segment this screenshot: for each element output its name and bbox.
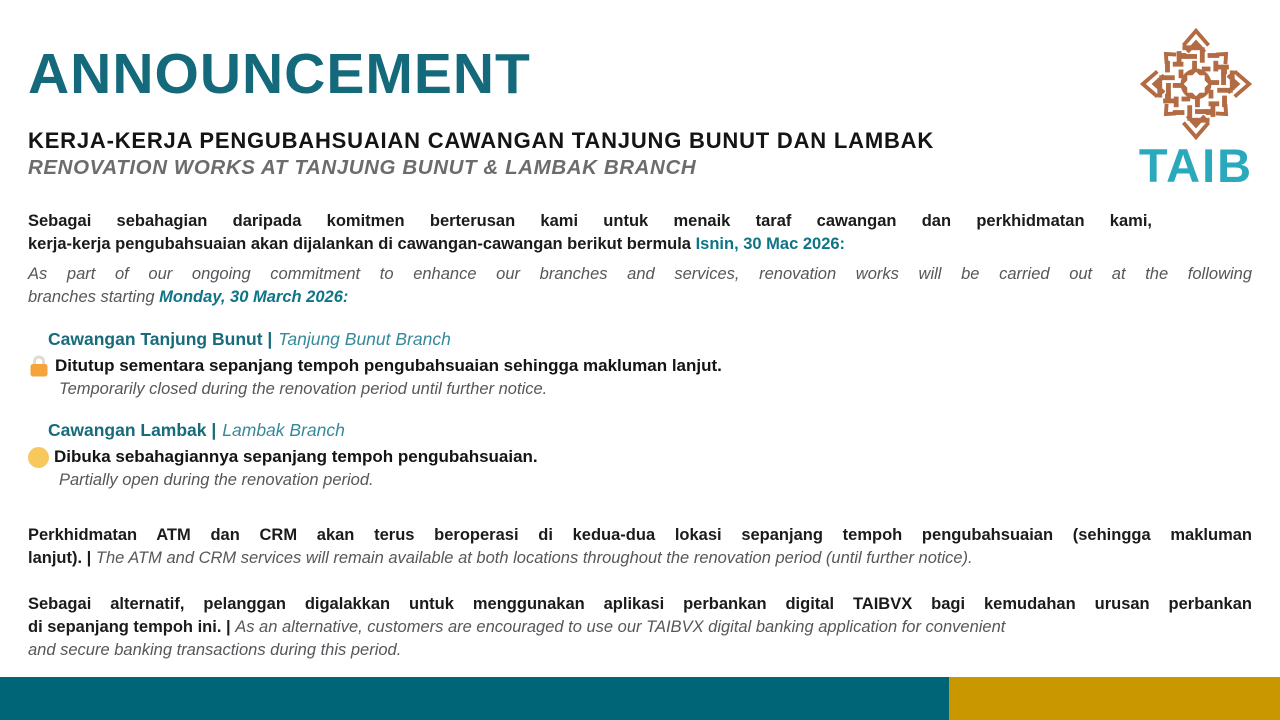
intro-paragraph-english bbox=[28, 263, 1252, 309]
alt-note-line1: Sebagai alternatif, pelanggan digalakkan untuk menggunakan aplikasi perbankan digital TAIBVX bagi kemudahan urusan perbankan bbox=[28, 595, 1252, 613]
branch-status-line bbox=[28, 354, 1252, 378]
start-date-malay: Isnin, 30 Mac 2026: bbox=[695, 235, 846, 253]
intro-ms-line1: Sebagai sebahagian daripada komitmen berterusan kami untuk menaik taraf cawangan dan perkhidmatan kami, bbox=[28, 212, 1152, 230]
branch-section-tanjung-bunut bbox=[28, 328, 1252, 400]
intro-en-line1: As part of our ongoing commitment to enhance our branches and services, renovation works will be carried out at the following bbox=[28, 265, 1252, 283]
atm-note-paragraph bbox=[28, 524, 1252, 570]
intro-ms-line2: kerja-kerja pengubahsuaian akan dijalankan di cawangan-cawangan berikut bermula Isnin, 30 Mac 2026: bbox=[28, 235, 846, 253]
intro-paragraph-malay bbox=[28, 210, 1252, 256]
branch-status-line bbox=[28, 445, 1252, 469]
taib-logo bbox=[1134, 26, 1258, 192]
lock-icon bbox=[28, 354, 50, 378]
intro-en-line2: branches starting Monday, 30 March 2026: bbox=[28, 288, 349, 306]
atm-note-line2: lanjut). | The ATM and CRM services will remain available at both locations throughout the renovation period (until further notice). bbox=[28, 549, 973, 567]
heading-malay: KERJA-KERJA PENGUBAHSUAIAN CAWANGAN TANJUNG BUNUT DAN LAMBAK bbox=[28, 128, 935, 153]
partial-open-icon bbox=[28, 447, 49, 468]
taib-wordmark: TAIB bbox=[1138, 139, 1254, 192]
status-text-malay: Dibuka sebahagiannya sepanjang tempoh pengubahsuaian. bbox=[54, 447, 538, 466]
taib-emblem-icon bbox=[1137, 26, 1255, 142]
branch-section-lambak bbox=[28, 419, 1252, 491]
branch-title: Cawangan Lambak | Lambak Branch bbox=[48, 420, 345, 440]
start-date-english: Monday, 30 March 2026: bbox=[159, 288, 349, 306]
alt-note-line3: and secure banking transactions during this period. bbox=[28, 641, 402, 659]
digital-banking-note-paragraph bbox=[28, 593, 1252, 662]
status-text-english: Temporarily closed during the renovation period until further notice. bbox=[59, 380, 548, 398]
status-text-english: Partially open during the renovation period. bbox=[59, 471, 374, 489]
page-title: ANNOUNCEMENT bbox=[28, 42, 531, 106]
heading-english: RENOVATION WORKS AT TANJUNG BUNUT & LAMBAK BRANCH bbox=[28, 156, 697, 179]
alt-note-line2: di sepanjang tempoh ini. | As an alternative, customers are encouraged to use our TAIBVX digital banking application for convenient bbox=[28, 618, 1006, 636]
branch-title: Cawangan Tanjung Bunut | Tanjung Bunut Branch bbox=[48, 329, 451, 349]
footer-gold-bar bbox=[949, 677, 1280, 720]
atm-note-line1: Perkhidmatan ATM dan CRM akan terus beroperasi di kedua-dua lokasi sepanjang tempoh pengubahsuaian (sehingga makluman bbox=[28, 526, 1252, 544]
footer-color-bars bbox=[0, 677, 1280, 720]
footer-teal-bar bbox=[0, 677, 949, 720]
status-text-malay: Ditutup sementara sepanjang tempoh pengubahsuaian sehingga makluman lanjut. bbox=[55, 356, 722, 375]
